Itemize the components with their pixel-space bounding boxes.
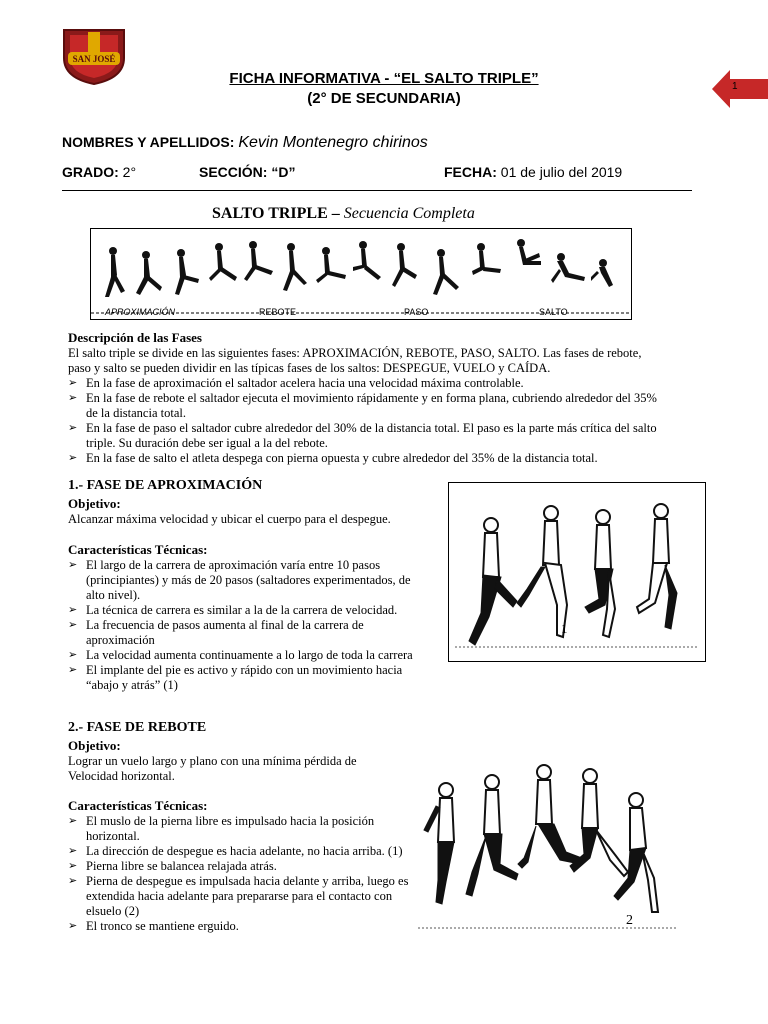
- section-row: [199, 164, 295, 180]
- section1-objective-label: Objetivo:: [68, 496, 121, 511]
- section1-characteristics-list: [68, 558, 424, 693]
- phase-aproximacion: APROXIMACIÓN: [105, 307, 176, 317]
- section1-characteristics-label: Características Técnicas:: [68, 542, 208, 557]
- section2-bullet: ➢ Pierna de despegue es impulsada hacia delante y arriba, luego es extendida hacia adelante para prepararse para el contacto con elsuelo (2): [68, 874, 414, 919]
- names-row: [62, 134, 428, 152]
- section2-characteristics-label: Características Técnicas:: [68, 798, 208, 813]
- section1-bullet: ➢ El largo de la carrera de aproximación varía entre 10 pasos (principiantes) y más de 20 pasos (saltadores experimentados, de alto nivel).: [68, 558, 424, 603]
- section1-objective: Alcanzar máxima velocidad y ubicar el cuerpo para el despegue.: [68, 512, 391, 526]
- section2-title: 2.- FASE DE REBOTE: [68, 720, 207, 735]
- date-label: FECHA:: [444, 164, 497, 180]
- section1-title: 1.- FASE DE APROXIMACIÓN: [68, 478, 263, 493]
- page-number: 1: [732, 81, 738, 92]
- description-bullet: ➢ En la fase de rebote el saltador ejecuta el movimiento rápidamente y en forma plana, cubriendo alrededor del 35% de la distancia total.: [68, 391, 664, 421]
- description-bullet: ➢ En la fase de salto el atleta despega con pierna opuesta y cubre alrededor del 35% de la distancia total.: [68, 451, 664, 466]
- section2-bullet: ➢ El tronco se mantiene erguido.: [68, 919, 414, 934]
- bounce-phase-figure: [418, 728, 678, 940]
- section2-bullet: ➢ Pierna libre se balancea relajada atrás.: [68, 859, 414, 874]
- section2-bullet: ➢ La dirección de despegue es hacia adelante, no hacia arriba. (1): [68, 844, 414, 859]
- date-row: [444, 164, 622, 180]
- grade-row: [62, 164, 136, 180]
- date-value: 01 de julio del 2019: [500, 164, 623, 180]
- grade-label: GRADO:: [62, 164, 119, 180]
- approach-phase-figure: [448, 482, 706, 662]
- sequence-subtitle: Secuencia Completa: [343, 205, 475, 222]
- section1-bullet: ➢ El implante del pie es activo y rápido con un movimiento hacia “abajo y atrás” (1): [68, 663, 424, 693]
- description-bullet: ➢ En la fase de aproximación el saltador acelera hacia una velocidad máxima controlable.: [68, 376, 664, 391]
- phase-rebote: REBOTE: [259, 307, 297, 317]
- bounce-illustration: [418, 728, 678, 940]
- page-arrow-icon: [712, 70, 768, 108]
- phase-paso: PASO: [404, 307, 429, 317]
- document-subtitle: (2° DE SECUNDARIA): [307, 90, 461, 107]
- grade-value: 2°: [122, 164, 137, 180]
- description-intro: El salto triple se divide en las siguientes fases: APROXIMACIÓN, REBOTE, PASO, SALTO. Las fases de rebote, paso y salto se pueden dividir en las típicas fases de los saltos: DESPEGUE, VUELO y CAÍDA.: [68, 346, 642, 375]
- section-value: “D”: [271, 164, 296, 180]
- names-label: NOMBRES Y APELLIDOS:: [62, 134, 235, 150]
- section2-characteristics-list: [68, 814, 414, 934]
- header-divider: [62, 190, 692, 191]
- logo-text: SAN JOSÉ: [72, 54, 116, 64]
- section2-bullet: ➢ El muslo de la pierna libre es impulsado hacia la posición horizontal.: [68, 814, 414, 844]
- section-label: SECCIÓN:: [199, 164, 268, 180]
- runners-illustration: [449, 483, 705, 661]
- phase-salto: SALTO: [539, 307, 568, 317]
- figure1-label: 1: [561, 621, 568, 636]
- section2-objective-label: Objetivo:: [68, 738, 121, 753]
- figure2-label: 2: [626, 913, 633, 928]
- section1-bullet: ➢ La técnica de carrera es similar a la de la carrera de velocidad.: [68, 603, 424, 618]
- description-bullet: ➢ En la fase de paso el saltador cubre alrededor del 30% de la distancia total. El paso es la parte más crítica del salto triple. Su duración debe ser igual a la del rebote.: [68, 421, 664, 451]
- description-heading: Descripción de las Fases: [68, 330, 202, 345]
- jumper-sequence-illustration: [91, 229, 631, 319]
- section1-bullet: ➢ La frecuencia de pasos aumenta al final de la carrera de aproximación: [68, 618, 424, 648]
- section2-objective: Lograr un vuelo largo y plano con una mínima pérdida de Velocidad horizontal.: [68, 754, 357, 783]
- names-value: Kevin Montenegro chirinos: [238, 134, 428, 151]
- sequence-title: SALTO TRIPLE – Secuencia Completa: [212, 205, 475, 222]
- sequence-figure: [90, 228, 632, 320]
- section1-bullet: ➢ La velocidad aumenta continuamente a lo largo de toda la carrera: [68, 648, 424, 663]
- description-block: [68, 346, 664, 466]
- document-title: FICHA INFORMATIVA - “EL SALTO TRIPLE”: [229, 70, 539, 87]
